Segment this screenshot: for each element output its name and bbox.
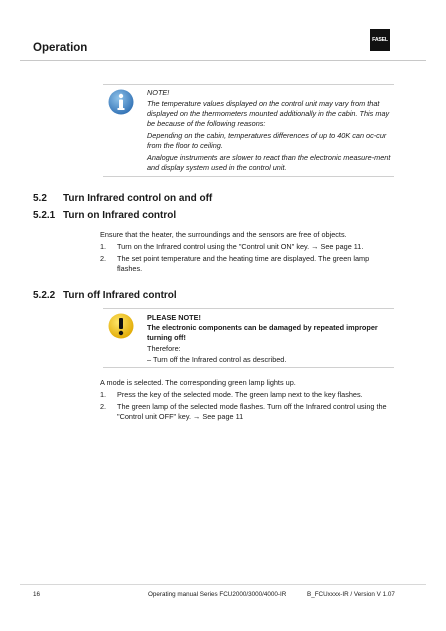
page-number: 16 — [33, 591, 41, 598]
note-paragraph-3: Analogue instruments are slower to react than the electronic measure-ment and display system used in the control unit. — [147, 153, 391, 172]
fasel-logo: FASEL — [370, 29, 390, 51]
warning-top-rule — [103, 308, 394, 309]
section-5-2-2-heading — [33, 290, 177, 301]
note-paragraph-2: Depending on the cabin, temperatures differences of up to 40K can oc-cur from the floor to ceiling. — [147, 131, 387, 150]
document-version: B_FCUxxxx-IR / Version V 1.07 — [307, 591, 395, 598]
section-number: 5.2.1 — [33, 210, 56, 221]
section-5-2-1-heading — [33, 210, 176, 221]
section-5-2-heading — [33, 193, 212, 204]
manual-title: Operating manual Series FCU2000/3000/4000-IR — [148, 591, 287, 598]
note-paragraph-1: The temperature values displayed on the control unit may vary from that displayed on the thermometers mounted additionally in the cabin. This may be because of the following reasons: — [147, 99, 390, 128]
list-item: 2. The set point temperature and the heating time are displayed. The green lamp flashes. — [100, 254, 370, 273]
note-bottom-rule — [103, 176, 394, 177]
list-item: 1. Press the key of the selected mode. The green lamp next to the key flashes. — [100, 390, 363, 399]
warning-headline: The electronic components can be damaged by repeated improper turning off! — [147, 323, 378, 342]
section-5-2-2-intro: A mode is selected. The corresponding green lamp lights up. — [100, 378, 296, 387]
warning-item: – Turn off the Infrared control as described. — [147, 355, 287, 364]
info-icon — [108, 89, 134, 115]
warning-label: PLEASE NOTE! — [147, 313, 201, 322]
section-title: Turn on Infrared control — [63, 210, 177, 221]
footer-divider — [20, 584, 426, 585]
section-number: 5.2 — [33, 193, 47, 204]
section-number: 5.2.2 — [33, 290, 56, 301]
warning-therefore: Therefore: — [147, 344, 181, 353]
warning-bottom-rule — [103, 367, 394, 368]
header-divider — [20, 60, 426, 61]
list-item: 2. The green lamp of the selected mode flashes. Turn off the Infrared control using the "Control unit OFF" key. → See page 11 — [100, 402, 387, 421]
section-title: Turn off Infrared control — [63, 290, 177, 301]
section-5-2-1-intro: Ensure that the heater, the surroundings and the sensors are free of objects. — [100, 230, 347, 239]
warning-icon — [108, 313, 134, 339]
note-label: NOTE! — [147, 88, 170, 97]
note-top-rule — [103, 84, 394, 85]
page-title: Operation — [33, 42, 88, 54]
list-item: 1. Turn on the Infrared control using the "Control unit ON" key. → See page 11. — [100, 242, 364, 251]
section-title: Turn Infrared control on and off — [63, 193, 213, 204]
